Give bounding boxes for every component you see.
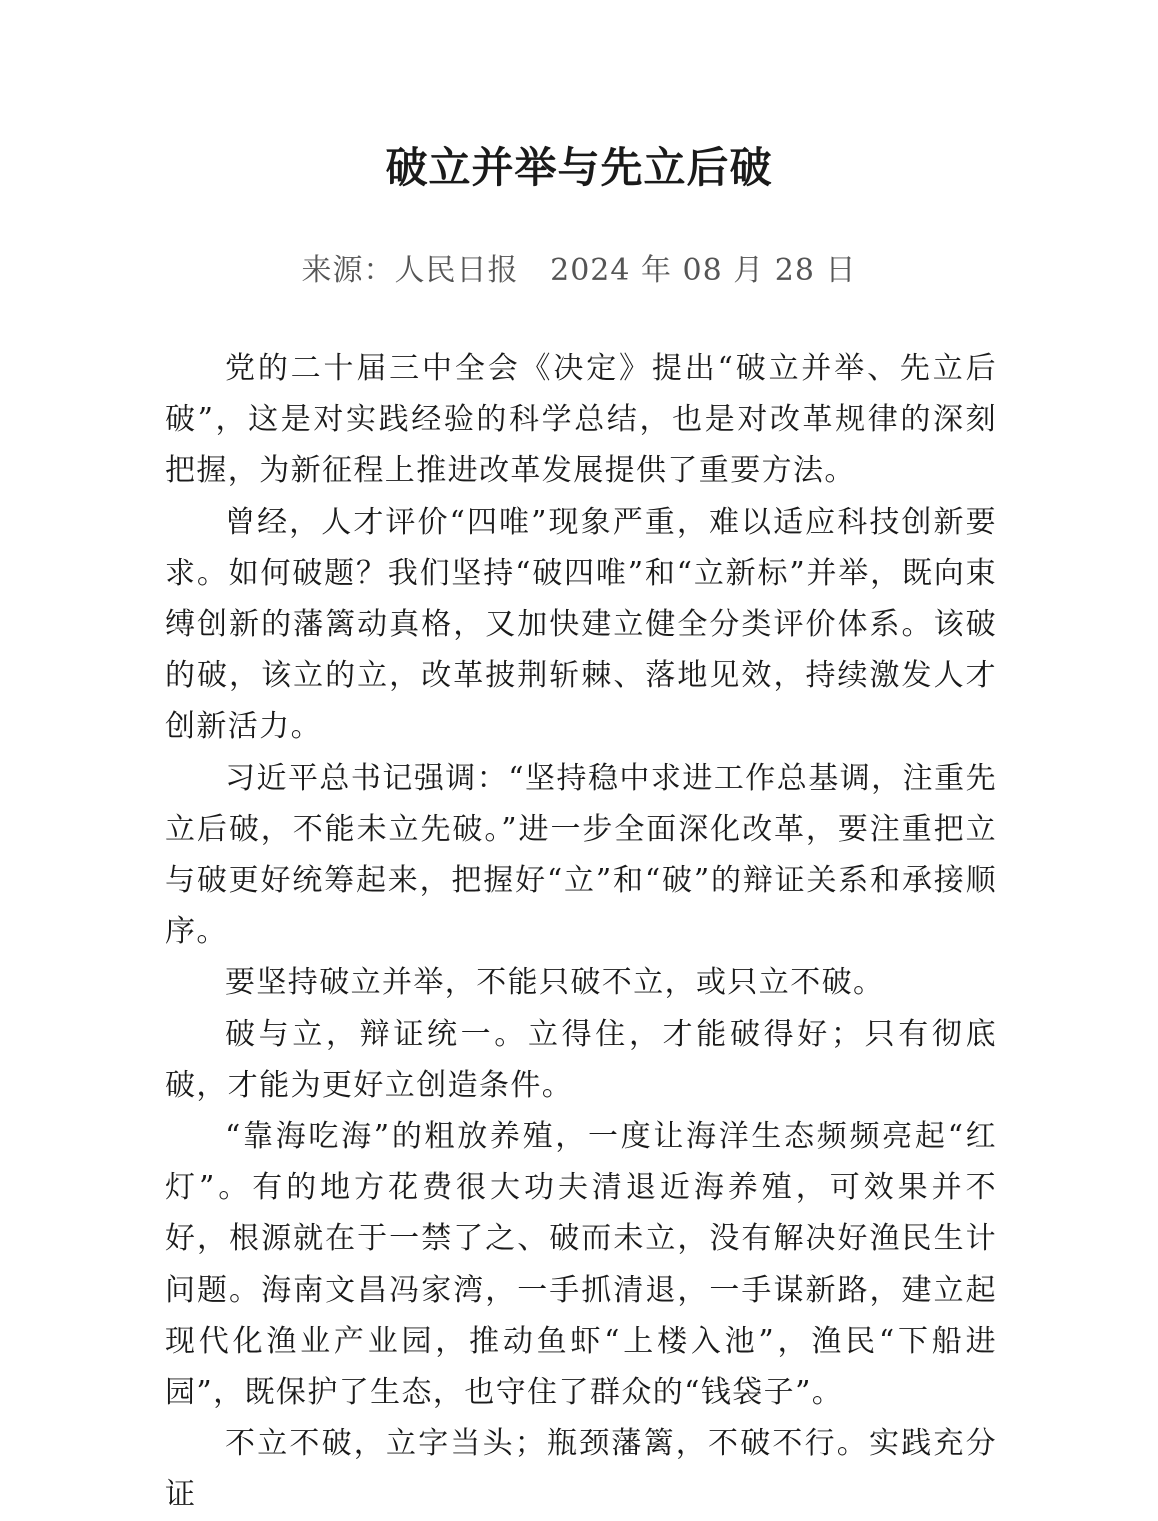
publish-date: 2024 年 08 月 28 日 bbox=[550, 253, 857, 288]
paragraph-2: 曾经，人才评价“四唯”现象严重，难以适应科技创新要求。如何破题？我们坚持“破四唯”和“立新标”并举，既向束缚创新的藩篱动真格，又加快建立健全分类评价体系。该破的破，该立的立，改革披荆斩棘、落地见效，持续激发人才创新活力。 bbox=[165, 504, 997, 745]
source-name: 人民日报 bbox=[394, 253, 519, 288]
article-body bbox=[165, 343, 997, 1521]
paragraph-4: 要坚持破立并举，不能只破不立，或只立不破。 bbox=[225, 965, 885, 1001]
paragraph-5: 破与立，辩证统一。立得住，才能破得好；只有彻底破，才能为更好立创造条件。 bbox=[165, 1016, 997, 1103]
paragraph-3: 习近平总书记强调：“坚持稳中求进工作总基调，注重先立后破，不能未立先破。”进一步全面深化改革，要注重把立与破更好统筹起来，把握好“立”和“破”的辩证关系和承接顺序。 bbox=[165, 760, 997, 950]
paragraph-1: 党的二十届三中全会《决定》提出“破立并举、先立后破”，这是对实践经验的科学总结，也是对改革规律的深刻把握，为新征程上推进改革发展提供了重要方法。 bbox=[165, 351, 997, 489]
paragraph-6: “靠海吃海”的粗放养殖，一度让海洋生态频频亮起“红灯”。有的地方花费很大功夫清退近海养殖，可效果并不好，根源就在于一禁了之、破而未立，没有解决好渔民生计问题。海南文昌冯家湾，一手抓清退，一手谋新路，建立起现代化渔业产业园，推动鱼虾“上楼入池”，渔民“下船进园”，既保护了生态，也守住了群众的“钱袋子”。 bbox=[165, 1119, 997, 1411]
article-source-line bbox=[0, 245, 1158, 297]
paragraph-7: 不立不破，立字当头；瓶颈藩篱，不破不行。实践充分证 bbox=[165, 1426, 997, 1513]
article-title: 破立并举与先立后破 bbox=[385, 143, 773, 192]
source-spacer bbox=[519, 253, 551, 288]
source-label: 来源： bbox=[301, 253, 395, 288]
